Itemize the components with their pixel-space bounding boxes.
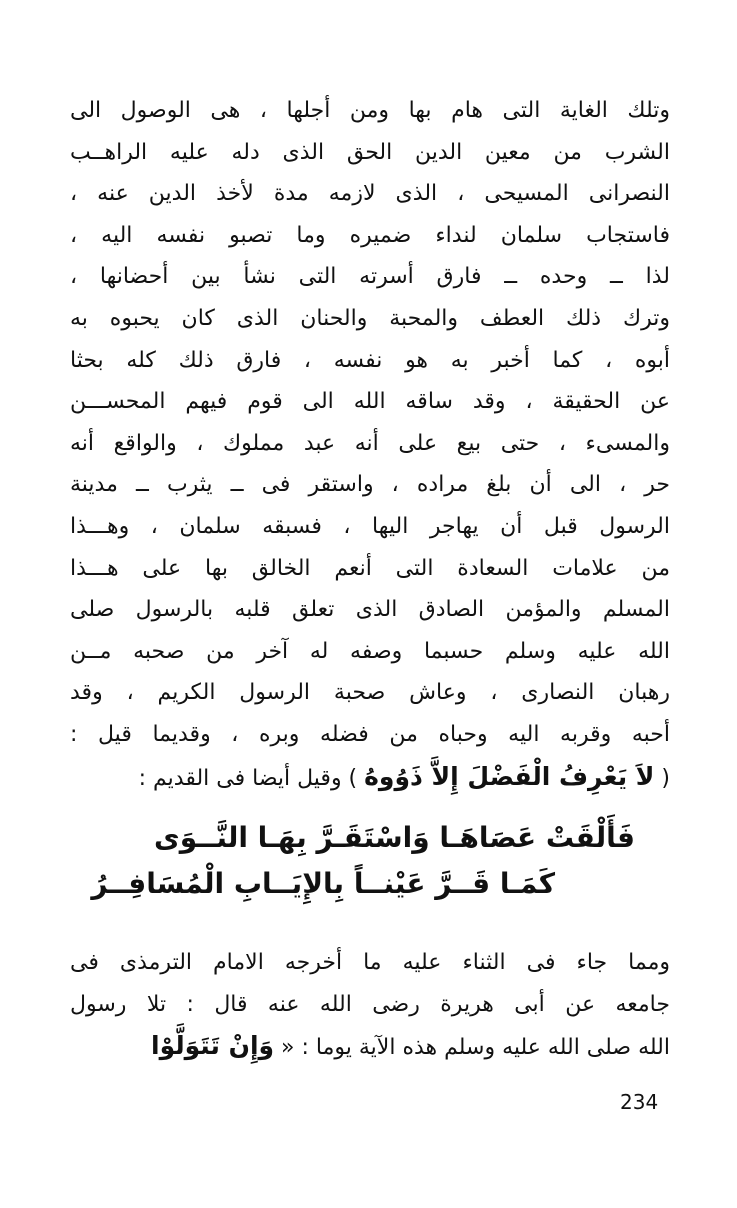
- text-line: جامعه عن أبى هريرة رضى الله عنه قال : تلا رسول: [70, 991, 670, 1017]
- proverb-quote: لاَ يَعْرِفُ الْفَضْلَ إِلاَّ ذَوُوهُ: [364, 761, 655, 791]
- text-line: ومما جاء فى الثناء عليه ما أخرجه الامام الترمذى فى: [70, 950, 670, 975]
- text-line: النصرانى المسيحى ، الذى لازمه مدة لأخذ الدين عنه ،: [70, 181, 670, 207]
- text-line: وترك ذلك العطف والمحبة والحنان الذى كان يحبوه به: [70, 305, 670, 331]
- text-line: من علامات السعادة التى أنعم الخالق بها على هـــذا: [70, 555, 670, 581]
- proverb-line: [70, 756, 670, 798]
- text-line: وتلك الغاية التى هام بها ومن أجلها ، هى الوصول الى: [70, 98, 670, 123]
- text-line: لذا ــ وحده ــ فارق أسرته التى نشأ بين أحضانها ،: [70, 264, 670, 290]
- verse-line-1: فَأَلْقَتْ عَصَاهَـا وَاسْتَقَـرَّ بِهَـا النَّــوَى: [154, 821, 635, 854]
- paragraph-2: [70, 942, 670, 1067]
- proverb-open: (: [654, 765, 670, 791]
- text-line: الشرب من معين الدين الحق الذى دله عليه الراهــب: [70, 139, 670, 165]
- text-line: أبوه ، كما أخبر به هو نفسه ، فارق ذلك كله بحثا: [70, 347, 670, 373]
- quran-intro: الله صلى الله عليه وسلم هذه الآية يوما : «: [274, 1035, 670, 1061]
- poetry-verse: [90, 815, 650, 907]
- text-line: أحبه وقربه اليه وحباه من فضله وبره ، وقديما قيل :: [70, 721, 670, 747]
- text-line: الله عليه وسلم حسبما وصفه له آخر من صحبه مــن: [70, 638, 670, 664]
- text-line: فاستجاب سلمان لنداء ضميره وما تصبو نفسه اليه ،: [70, 222, 670, 248]
- text-line: المسلم والمؤمن الصادق الذى تعلق قلبه بالرسول صلى: [70, 597, 670, 623]
- text-line: حر ، الى أن بلغ مراده ، واستقر فى ــ يثرب ــ مدينة: [70, 472, 670, 498]
- quran-line: [70, 1025, 670, 1067]
- text-line: رهبان النصارى ، وعاش صحبة الرسول الكريم ، وقد: [70, 680, 670, 706]
- text-line: عن الحقيقة ، وقد ساقه الله الى قوم فيهم المحســـن: [70, 389, 670, 415]
- proverb-rest: ) وقيل أيضا فى القديم :: [138, 765, 365, 791]
- quran-verse: وَإِنْ تَتَوَلَّوْا: [151, 1031, 275, 1061]
- verse-line-2: كَمَـا قَــرَّ عَيْنــاً بِالإِيَــابِ الْمُسَافِــرُ: [91, 867, 555, 900]
- text-line: والمسىء ، حتى بيع على أنه عبد مملوك ، والواقع أنه: [70, 430, 670, 456]
- page-number: 234: [620, 1090, 659, 1114]
- paragraph-1: [70, 90, 670, 797]
- text-line: الرسول قبل أن يهاجر اليها ، فسبقه سلمان ، وهـــذا: [70, 513, 670, 539]
